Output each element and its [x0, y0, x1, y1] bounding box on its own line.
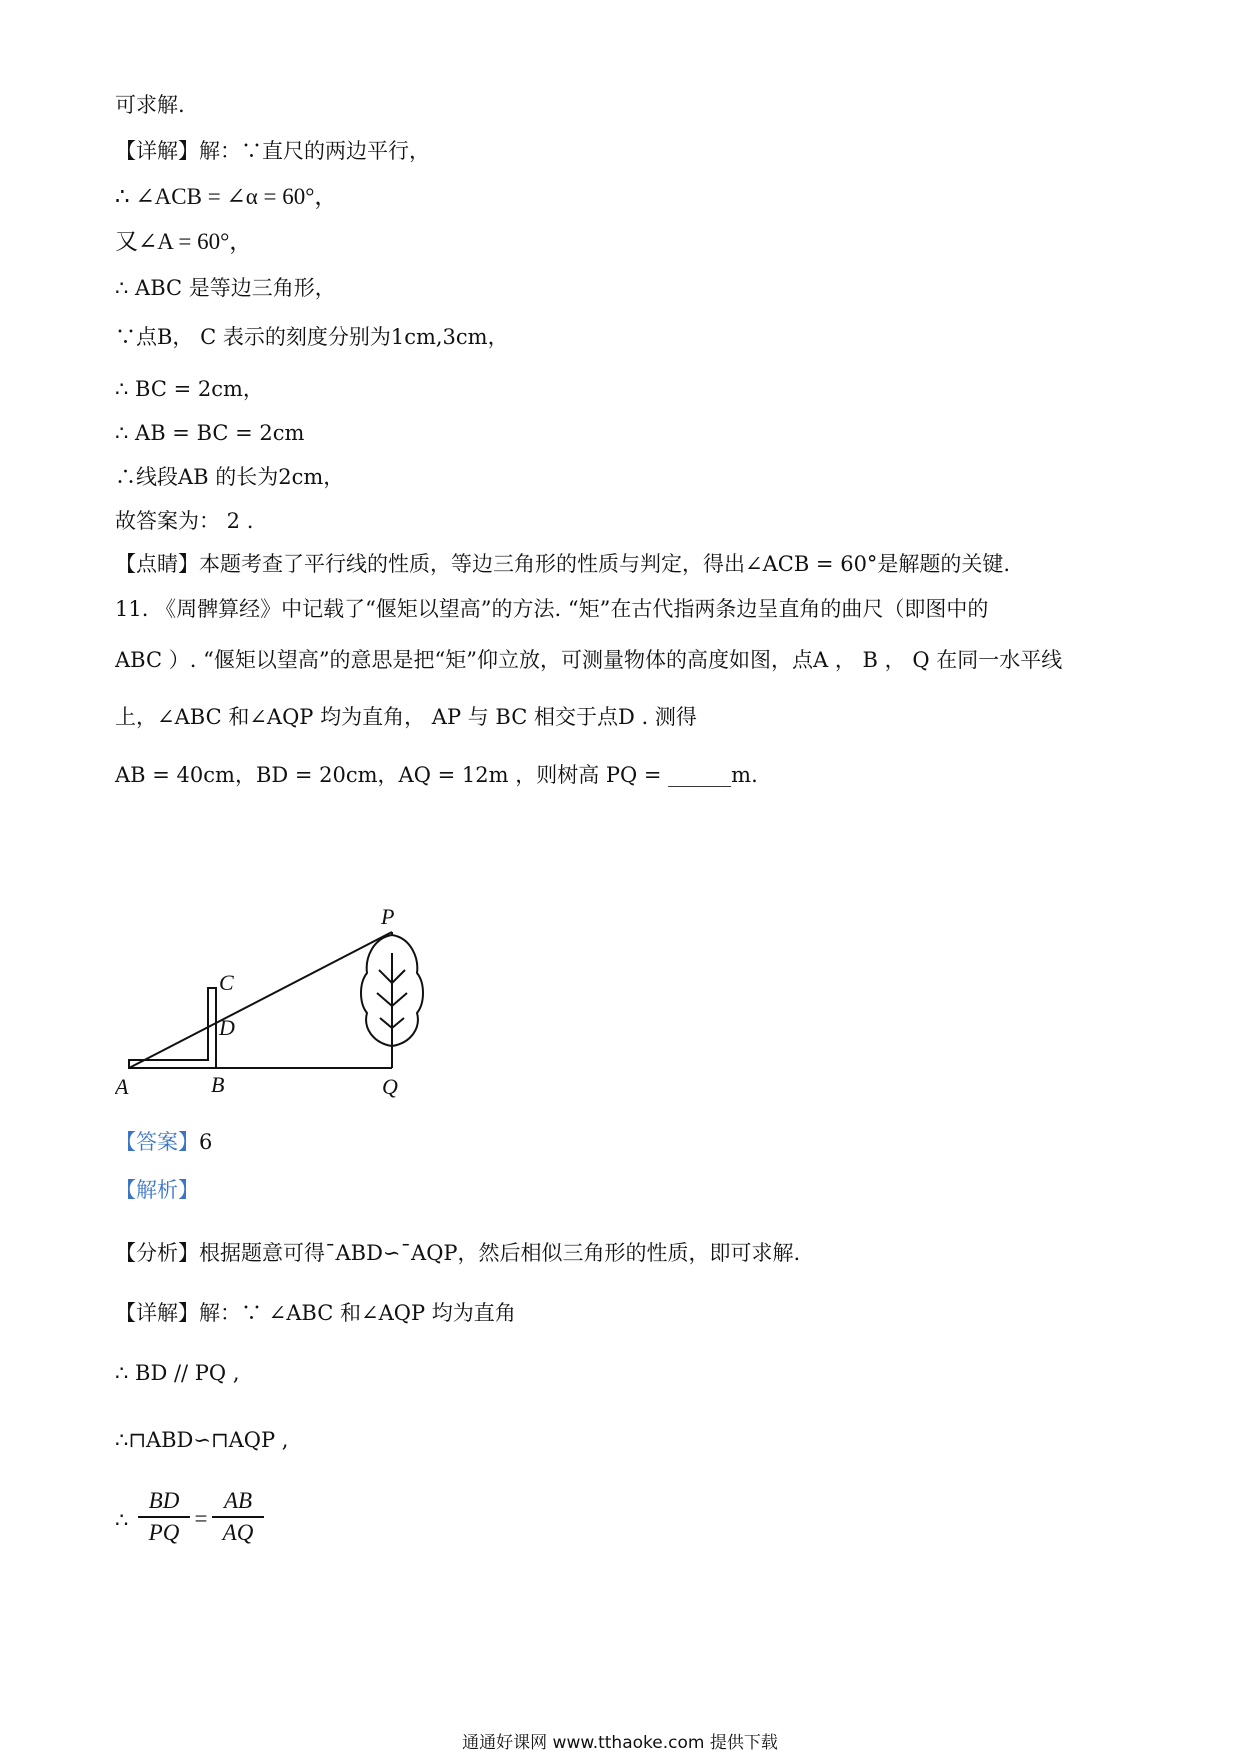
question-line: ABC ）. “偃矩以望高”的意思是把“矩”仰立放，可测量物体的高度如图，点A ， B ， Q 在同一水平线: [115, 648, 1063, 672]
question-line: AB = 40cm，BD = 20cm，AQ = 12m ，则树高 PQ = ______m.: [115, 763, 758, 787]
label-A: A: [115, 1074, 129, 1099]
label-P: P: [381, 904, 395, 929]
fraction-left: [138, 1488, 190, 1546]
text-line: ∴ BC = 2cm，: [115, 377, 264, 401]
fraction-bar: [212, 1516, 264, 1518]
fraction-left-denominator: PQ: [148, 1520, 180, 1545]
text-line: ∵点B， C 表示的刻度分别为1cm,3cm，: [115, 325, 509, 349]
label-Q: Q: [382, 1074, 398, 1099]
answer-line: [115, 1127, 212, 1157]
text-line: 故答案为： 2 .: [115, 509, 254, 533]
label-B: B: [211, 1072, 225, 1097]
equals-sign: =: [194, 1506, 208, 1531]
label-D: D: [219, 1015, 235, 1040]
analysis-label: 【解析】: [115, 1178, 199, 1202]
text-line: 【详解】解：∵直尺的两边平行，: [115, 139, 430, 163]
text-line: ∴ AB = BC = 2cm: [115, 421, 305, 445]
question-line: 11. 《周髀算经》中记载了“偃矩以望高”的方法. “矩”在古代指两条边呈直角的曲尺（即图中的: [115, 597, 989, 621]
text-line: 【分析】根据题意可得¯ABD∽¯AQP，然后相似三角形的性质，即可求解.: [115, 1241, 801, 1265]
page-footer: 通通好课网 www.tthaoke.com 提供下载: [462, 1733, 778, 1753]
fraction-right-denominator: AQ: [222, 1520, 254, 1545]
text-line: 可求解.: [115, 93, 185, 117]
tree-height-figure: [115, 898, 445, 1103]
text-line: ∴ BD // PQ ,: [115, 1361, 240, 1385]
text-line: ∴ ABC 是等边三角形，: [115, 276, 336, 300]
text-line: ∴线段AB 的长为2cm，: [115, 465, 345, 489]
therefore-symbol: ∴: [115, 1508, 129, 1532]
text-line: ∴ ∠ACB = ∠α = 60°，: [115, 184, 338, 209]
label-C: C: [219, 970, 234, 995]
fraction-left-numerator: BD: [148, 1488, 180, 1513]
answer-label: 【答案】: [115, 1130, 199, 1154]
text-line: 又∠A = 60°，: [115, 229, 253, 254]
text-line: 【点睛】本题考查了平行线的性质，等边三角形的性质与判定，得出∠ACB = 60°是解题的关键.: [115, 552, 1011, 576]
fraction-bar: [138, 1516, 190, 1518]
answer-value: 6: [199, 1130, 213, 1154]
question-line: 上，∠ABC 和∠AQP 均为直角， AP 与 BC 相交于点D . 测得: [115, 705, 697, 729]
text-line: 【详解】解：∵ ∠ABC 和∠AQP 均为直角: [115, 1301, 516, 1325]
text-line: ∴⊓ABD∽⊓AQP ,: [115, 1428, 289, 1452]
fraction-right: [212, 1488, 264, 1546]
fraction-right-numerator: AB: [223, 1488, 253, 1513]
